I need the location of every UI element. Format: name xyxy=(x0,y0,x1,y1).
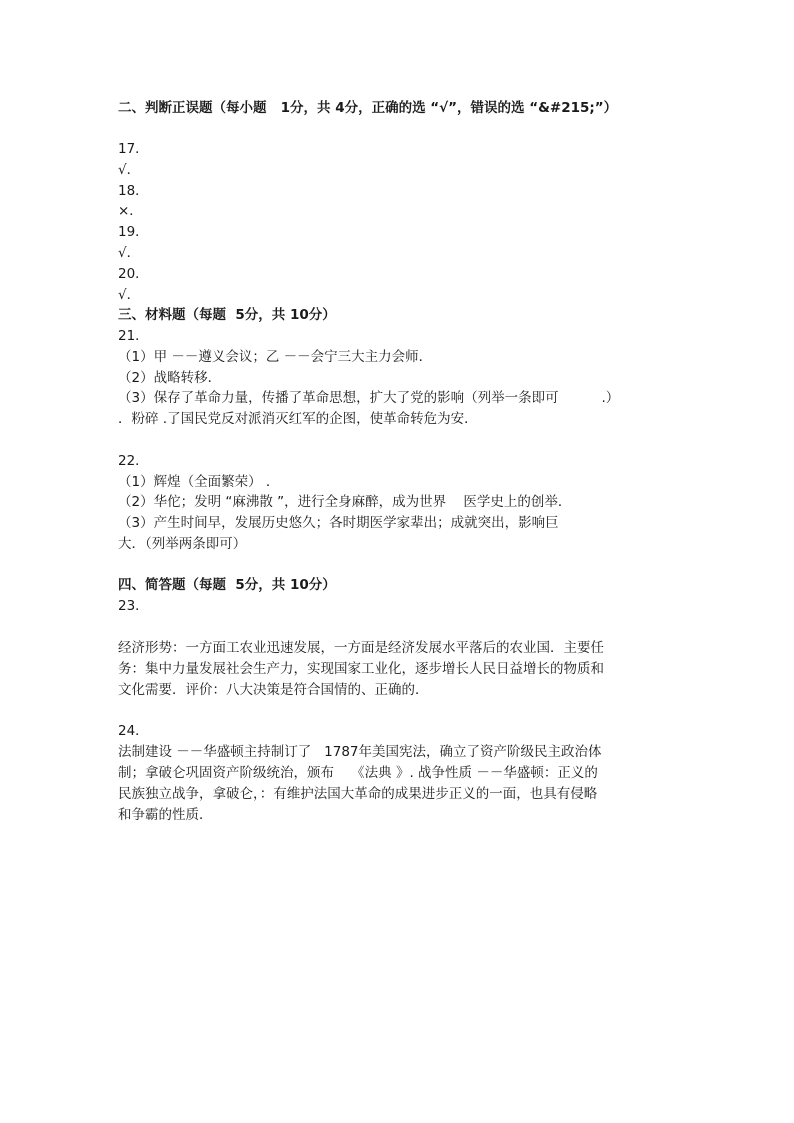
q18-number: 18． xyxy=(118,183,149,199)
q17-answer: √． xyxy=(118,162,141,178)
q17-number: 17． xyxy=(118,141,149,157)
q22-number: 22． xyxy=(118,453,149,469)
q20-answer: √． xyxy=(118,287,141,303)
q19-number: 19． xyxy=(118,224,149,240)
q18-answer: ×． xyxy=(118,203,143,219)
q22-line-4: 大．（列举两条即可） xyxy=(118,536,247,552)
section-3-heading: 三、材料题（每题 5分，共 10分） xyxy=(118,307,336,323)
q21-line-3: （3）保存了革命力量，传播了革命思想，扩大了党的影响（列举一条即可 .） xyxy=(118,390,620,406)
q23-line-3: 文化需要．评价：八大决策是符合国情的、正确的． xyxy=(118,682,429,698)
q24-line-1: 法制建设 －－华盛顿主持制订了 1787年美国宪法，确立了资产阶级民主政治体 xyxy=(118,744,602,760)
q24-line-4: 和争霸的性质． xyxy=(118,807,213,823)
q24-line-3: 民族独立战争，拿破仑，：有维护法国大革命的成果进步正义的一面，也具有侵略 xyxy=(118,786,598,802)
q20-number: 20． xyxy=(118,266,149,282)
q21-line-1: （1）甲 －－遵义会议；乙 －－会宁三大主力会师． xyxy=(118,349,433,365)
q23-line-2: 务：集中力量发展社会生产力，实现国家工业化，逐步增长人民日益增长的物质和 xyxy=(118,661,604,677)
q21-line-4: ．粉碎 .了国民党反对派消灭红军的企图，使革命转危为安． xyxy=(118,411,478,427)
q21-line-2: （2）战略转移． xyxy=(118,370,222,386)
q21-number: 21． xyxy=(118,328,149,344)
section-4-heading: 四、简答题（每题 5分，共 10分） xyxy=(118,577,336,593)
q24-line-2: 制；拿破仑巩固资产阶级统治，颁布 《法典 》. 战争性质 －－华盛顿：正义的 xyxy=(118,765,598,781)
q22-line-3: （3）产生时间早，发展历史悠久；各时期医学家辈出；成就突出，影响巨 xyxy=(118,515,559,531)
q23-number: 23． xyxy=(118,598,149,614)
q24-number: 24． xyxy=(118,723,149,739)
q23-line-1: 经济形势：一方面工农业迅速发展，一方面是经济发展水平落后的农业国．主要任 xyxy=(118,640,604,656)
q22-line-1: （1）辉煌（全面繁荣） ． xyxy=(118,474,280,490)
section-2-heading: 二、判断正误题（每小题 1分，共 4分，正确的选 “√”，错误的选 “&#215;”） xyxy=(118,100,618,116)
q19-answer: √． xyxy=(118,245,141,261)
q22-line-2: （2）华佗；发明 “麻沸散 ”，进行全身麻醉，成为世界 医学史上的创举． xyxy=(118,494,572,510)
